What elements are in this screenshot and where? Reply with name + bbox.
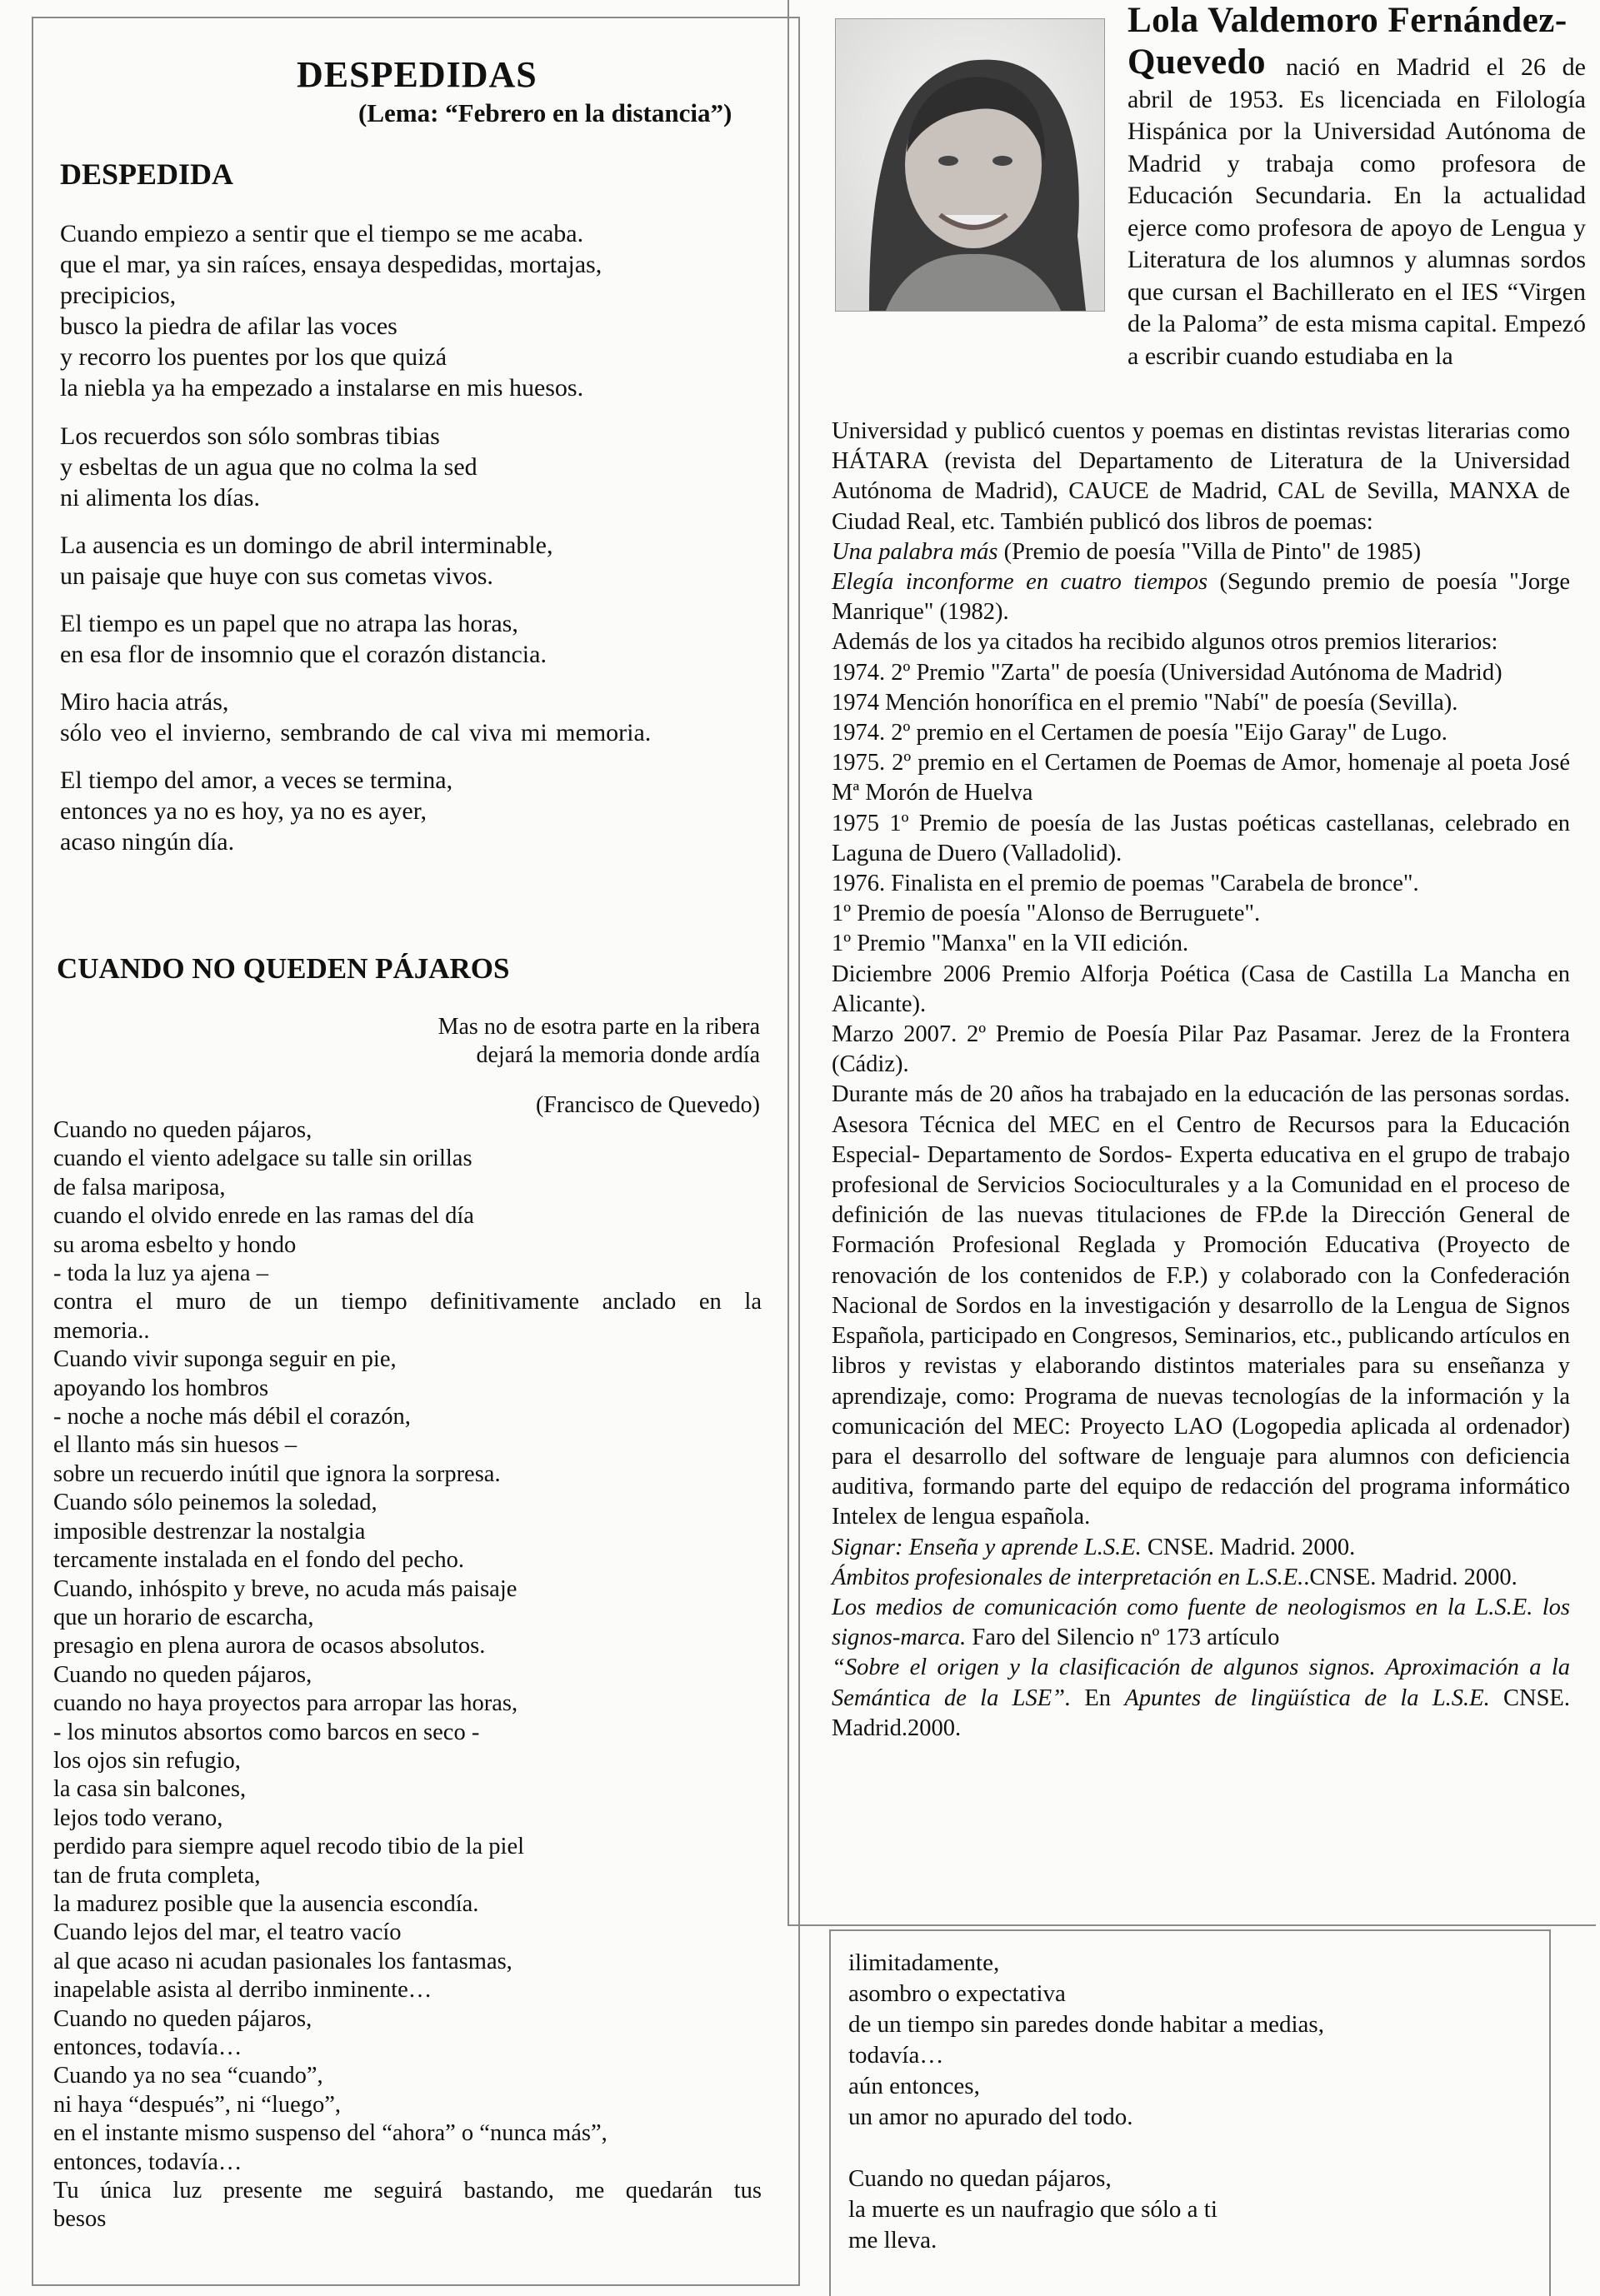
author-portrait-icon	[836, 19, 1104, 311]
poem-line: cuando el olvido enrede en las ramas del día	[53, 1203, 474, 1230]
bio-text: 1º Premio "Manxa" en la VII edición.	[832, 931, 1189, 957]
bio-text: 1975. 2º premio en el Certamen de Poemas de Amor, homenaje al poeta José Mª Morón de Huelva	[832, 750, 1570, 806]
poem-line: inapelable asista al derribo inminente…	[53, 1977, 432, 2004]
poem-despedida-body	[60, 218, 760, 874]
bio-text: CNSE. Madrid. 2000.	[1141, 1534, 1356, 1560]
poem-line: en esa flor de insomnio que el corazón distancia.	[60, 641, 547, 668]
poem-line: que un horario de escarcha,	[53, 1604, 314, 1630]
bio-paragraph	[832, 567, 1570, 627]
poem-line: de falsa mariposa,	[53, 1174, 226, 1200]
poem-line: sobre un recuerdo inútil que ignora la sorpresa.	[53, 1460, 501, 1487]
bio-paragraph	[832, 417, 1570, 537]
poem-line: entonces, todavía…	[53, 2149, 242, 2175]
bio-title: Ámbitos profesionales de interpretación en L.S.E.	[832, 1564, 1304, 1590]
stanza	[60, 530, 760, 591]
poem-line: Cuando vivir suponga seguir en pie,	[53, 1346, 397, 1373]
author-name-line1: Lola Valdemoro Fernández-	[1128, 1, 1568, 40]
bio-paragraph	[832, 748, 1570, 808]
bio-text: Universidad y publicó cuentos y poemas en distintas revistas literarias como HÁTARA (revista del Departamento de Literatura de la Universidad Autónoma de Madrid), CAUCE de Madrid, CAL de Sevilla, MANXA de Ciudad Real, etc. También publicó dos libros de poemas:	[832, 418, 1570, 535]
bio-text: 1976. Finalista en el premio de poemas "Carabela de bronce".	[832, 871, 1419, 897]
poem-line: lejos todo verano,	[53, 1804, 223, 1831]
bio-paragraph	[832, 1593, 1570, 1653]
bio-text: 1974. 2º premio en el Certamen de poesía "Eijo Garay" de Lugo.	[832, 720, 1448, 746]
bio-title: Apuntes de lingüística de la L.S.E.	[1124, 1685, 1490, 1711]
bio-text: Durante más de 20 años ha trabajado en la educación de las personas sordas. Asesora Técnica del MEC en el Centro de Recursos para la Educación Especial- Departamento de Sordos- Experta educativa en el grupo de trabajo profesional de Servicios Socioculturales y a la Comunidad en el proceso de definición de las nuevas titulaciones de FP.de la Dirección General de Formación Profesional Reglada y Promoción Educativa (Proyecto de renovación de los contenidos de F.P.) y colaborado con la Confederación Nacional de Sordos en la investigación y desarrollo de la Lengua de Signos Española, participado en Congresos, Seminarios, etc., publicando artículos en libros y revistas y elaborando distintos materiales para su enseñanza y aprendizaje, como: Programa de nuevas tecnologías de la información y la comunicación del MEC: Proyecto LAO (Logopedia aplicada al ordenador) para el desarrollo del software de lenguaje para alumnos con deficiencia auditiva, formando parte del equipo de redacción del programa informático Intelex de lengua española.	[832, 1081, 1570, 1530]
poem-line: cuando el viento adelgace su talle sin orillas	[53, 1146, 472, 1172]
bio-text: (Premio de poesía "Villa de Pinto" de 1985)	[998, 538, 1422, 565]
poem-line: la madurez posible que la ausencia escondía.	[53, 1890, 479, 1917]
poem-line: El tiempo es un papel que no atrapa las horas,	[60, 610, 518, 637]
poem-line: Cuando empiezo a sentir que el tiempo se me acaba.	[60, 220, 584, 247]
poem-line: y recorro los puentes por los que quizá	[60, 343, 448, 371]
stanza	[60, 218, 760, 403]
poem-line: de un tiempo sin paredes donde habitar a medias,	[848, 2011, 1324, 2038]
poem-line: - toda la luz ya ajena –	[53, 1260, 268, 1287]
poem-line: Cuando no queden pájaros,	[53, 2005, 312, 2032]
bio-paragraph	[832, 809, 1570, 869]
poem-line: ni haya “después”, ni “luego”,	[53, 2091, 342, 2118]
poem-line: Cuando ya no sea “cuando”,	[53, 2063, 323, 2089]
poem-line: ilimitadamente,	[848, 1949, 1000, 1976]
poem-line: ni alimenta los días.	[60, 484, 260, 512]
poem-line: un paisaje que huye con sus cometas vivos.	[60, 562, 493, 590]
bio-title: Signar: Enseña y aprende L.S.E.	[832, 1534, 1142, 1560]
poem-line: imposible destrenzar la nostalgia	[53, 1518, 366, 1545]
poem-line: sólo veo el invierno, sembrando de cal viva mi memoria.	[60, 719, 652, 746]
epigraph	[438, 1013, 760, 1070]
poem-line: y esbeltas de un agua que no colma la sed	[60, 453, 478, 481]
bio-text: Diciembre 2006 Premio Alforja Poética (Casa de Castilla La Mancha en Alicante).	[832, 961, 1570, 1017]
bio-paragraph	[832, 869, 1570, 899]
poem-line: Cuando no queden pájaros,	[53, 1117, 312, 1143]
epigraph-author: (Francisco de Quevedo)	[535, 1092, 760, 1118]
poem-line: entonces, todavía…	[53, 2034, 242, 2060]
bio-text: Además de los ya citados ha recibido algunos otros premios literarios:	[832, 629, 1498, 656]
poem-line: tercamente instalada en el fondo del pecho.	[53, 1547, 464, 1574]
poem-line: memoria..	[53, 1317, 150, 1344]
bio-text: En	[1071, 1685, 1125, 1711]
poem-line: un amor no apurado del todo.	[848, 2104, 1133, 2130]
bio-text: 1974. 2º Premio "Zarta" de poesía (Universidad Autónoma de Madrid)	[832, 659, 1502, 686]
bio-paragraph	[832, 960, 1570, 1020]
poem-line: apoyando los hombros	[53, 1375, 269, 1401]
poem-line: Cuando sólo peinemos la soledad,	[53, 1490, 378, 1516]
bio-paragraph	[832, 718, 1570, 748]
poem-line: entonces ya no es hoy, ya no es ayer,	[60, 797, 428, 825]
poem-line: Los recuerdos son sólo sombras tibias	[60, 422, 440, 450]
poem-line: cuando no haya proyectos para arropar las horas,	[53, 1690, 518, 1717]
bio-paragraph	[832, 1533, 1570, 1563]
bio-title: Elegía inconforme en cuatro tiempos	[832, 569, 1208, 596]
poem-line: El tiempo del amor, a veces se termina,	[60, 766, 453, 794]
poem-line: el llanto más sin huesos –	[53, 1432, 298, 1459]
poem-line: asombro o expectativa	[848, 1980, 1066, 2007]
bio-title: Los medios de comunicación como fuente de neologismos en la L.S.E. los signos-marca.	[832, 1594, 1570, 1651]
stanza	[60, 686, 760, 748]
bio-text: Faro del Silencio nº 173 artículo	[966, 1625, 1280, 1651]
poem-line: al que acaso ni acudan pasionales los fantasmas,	[53, 1948, 512, 1974]
bio-paragraph	[832, 688, 1570, 718]
poem-line: la muerte es un naufragio que sólo a ti	[848, 2196, 1218, 2223]
poem-line: todavía…	[848, 2042, 944, 2069]
poem-line: Miro hacia atrás,	[60, 688, 229, 716]
bio-paragraph	[832, 929, 1570, 959]
poem-line: perdido para siempre aquel recodo tibio de la piel	[53, 1834, 525, 1860]
poem-line: Cuando, inhóspito y breve, no acuda más paisaje	[53, 1575, 518, 1602]
bio-paragraph	[832, 1563, 1570, 1593]
bio-paragraph	[832, 899, 1570, 929]
poem-line: Cuando no quedan pájaros,	[848, 2165, 1112, 2192]
bio-text: 1975 1º Premio de poesía de las Justas poéticas castellanas, celebrado en Laguna de Duero (Valladolid).	[832, 810, 1570, 866]
bio-paragraph	[832, 658, 1570, 688]
poem-line: me lleva.	[848, 2227, 938, 2254]
bio-text: (Segundo premio de poesía "Jorge Manrique" (1982).	[832, 569, 1570, 626]
poem-line: La ausencia es un domingo de abril interminable,	[60, 532, 553, 559]
poem-line: que el mar, ya sin raíces, ensaya despedidas, mortajas,	[60, 251, 602, 278]
poem-line: su aroma esbelto y hondo	[53, 1231, 297, 1258]
poem-line: en el instante mismo suspenso del “ahora” o “nunca más”,	[53, 2120, 608, 2147]
poem-line	[848, 2133, 1532, 2164]
bio-paragraph	[832, 537, 1570, 567]
epigraph-line: Mas no de esotra parte en la ribera	[438, 1014, 760, 1040]
poem-line: contra el muro de un tiempo definitivamente anclado en la	[53, 1289, 762, 1315]
poem-line: tan de fruta completa,	[53, 1862, 261, 1889]
bio-text: Marzo 2007. 2º Premio de Poesía Pilar Paz Pasamar. Jerez de la Frontera (Cádiz).	[832, 1021, 1570, 1078]
bio-paragraph	[832, 1653, 1570, 1744]
poem-line: presagio en plena aurora de ocasos absolutos.	[53, 1633, 486, 1660]
poem-line: la casa sin balcones,	[53, 1776, 247, 1803]
bio-text: CNSE. Madrid.2000.	[832, 1685, 1570, 1741]
poem-line: Tu única luz presente me seguirá bastando, me quedarán tus	[53, 2178, 762, 2204]
bio-paragraph	[832, 1020, 1570, 1080]
bio-text: 1974 Mención honorífica en el premio "Nabí" de poesía (Sevilla).	[832, 689, 1458, 716]
page-title: DESPEDIDAS	[297, 54, 538, 95]
bio-title: Una palabra más	[832, 538, 998, 565]
poem-line: aún entonces,	[848, 2073, 980, 2099]
stanza	[60, 421, 760, 513]
author-bio-body	[832, 417, 1570, 1744]
epigraph-line: dejará la memoria donde ardía	[476, 1042, 760, 1068]
section-title-despedida: DESPEDIDA	[60, 157, 234, 191]
stanza	[60, 608, 760, 670]
poem-line: besos	[53, 2206, 107, 2233]
poem-lema: (Lema: “Febrero en la distancia”)	[358, 98, 732, 127]
poem-cuando-body	[53, 1116, 762, 2234]
author-name-line2: Quevedo	[1128, 42, 1266, 82]
poem-line: - los minutos absortos como barcos en seco -	[53, 1719, 480, 1745]
bio-paragraph	[832, 627, 1570, 657]
poem-line: precipicios,	[60, 282, 177, 309]
stanza	[60, 765, 760, 857]
poem-line: busco la piedra de afilar las voces	[60, 312, 398, 340]
poem-line: acaso ningún día.	[60, 828, 235, 856]
bio-title: “Sobre el origen y la clasificación de algunos signos. Aproximación a la Semántica de la LSE”.	[832, 1655, 1570, 1711]
bio-text: 1º Premio de poesía "Alonso de Berruguete".	[832, 901, 1261, 927]
author-bio-intro: nació en Madrid el 26 de abril de 1953. Es licenciada en Filología Hispánica por la Universidad Autónoma de Madrid y trabaja como profesora de Educación Secundaria. En la actualidad ejerce como profesora de apoyo de Lengua y Literatura de los alumnos y alumnas sordos que cursan el Bachillerato en el IES “Virgen de la Paloma” de esta misma capital. Empezó a escribir cuando estudiaba en la	[1128, 53, 1586, 370]
poem-line: la niebla ya ha empezado a instalarse en mis huesos.	[60, 374, 584, 402]
author-photo	[835, 18, 1105, 312]
poem-continuation	[848, 1948, 1532, 2256]
poem-line: Cuando lejos del mar, el teatro vacío	[53, 1919, 402, 1946]
poem-line: los ojos sin refugio,	[53, 1747, 241, 1774]
bio-text: .CNSE. Madrid. 2000.	[1303, 1564, 1518, 1590]
poem-line: Cuando no queden pájaros,	[53, 1661, 312, 1688]
bio-paragraph	[832, 1080, 1570, 1532]
poem-line: - noche a noche más débil el corazón,	[53, 1404, 411, 1430]
section-title-cuando-no-queden-pajaros: CUANDO NO QUEDEN PÁJAROS	[57, 952, 510, 985]
